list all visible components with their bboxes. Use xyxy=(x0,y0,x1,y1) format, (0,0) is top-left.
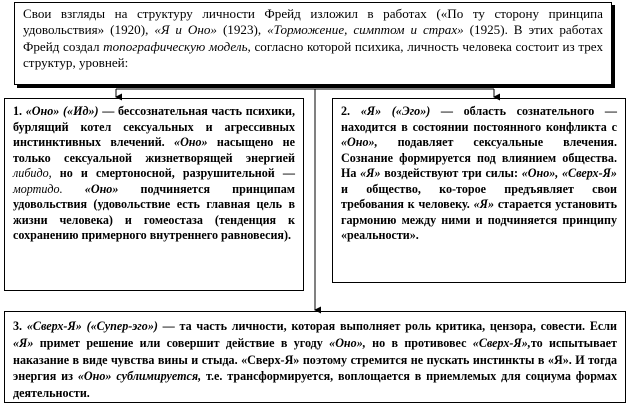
sublimation-term: сублимируется, xyxy=(116,369,202,384)
id-text xyxy=(13,104,295,244)
id-term: «Оно» xyxy=(77,369,112,384)
ego-box xyxy=(332,98,626,283)
id-box xyxy=(4,98,304,291)
ego-latin-term: («Эго») xyxy=(391,104,431,118)
ego-text-part: и общество, ко-торое предъявляет свои требования к человеку. xyxy=(341,181,617,211)
libido-term: либидо, xyxy=(13,166,52,180)
id-superego-terms: «Оно», «Сверх-Я» xyxy=(521,166,617,180)
superego-text-part: — та часть личности, которая выполняет роль критика, цензора, совести. Если xyxy=(157,319,618,333)
id-text-part: — бессознательная часть психики, бурлящий котел сексуальных и агрессивных инстинктивных влечений. xyxy=(13,104,295,149)
ego-number: 2. xyxy=(341,104,361,118)
id-latin-term: («Ид») xyxy=(63,104,99,118)
ego-text-part: воздействуют три силы: xyxy=(380,166,522,180)
ego-text-part: подавляет сексуальные влечения. Сознание формируется под влиянием общества. На xyxy=(341,135,617,180)
work-title-inhibition: «Торможение, симптом и страх» xyxy=(267,22,464,38)
work-title-ego-and-id: «Я и Оно» xyxy=(154,22,217,38)
ego-text-part: старается установить гармонию между ними и подчиняется принципу «реальности». xyxy=(341,197,617,242)
ego-term: «Я» xyxy=(473,197,494,211)
topographic-model-term: топографическую модель, xyxy=(103,38,251,54)
ego-term: «Я» xyxy=(13,335,34,350)
intro-text-part: (1923), xyxy=(216,22,268,38)
ego-text-part: — область сознательного — находится в состоянии постоянного конфликта с xyxy=(341,104,618,134)
id-term: «Оно» xyxy=(25,104,60,118)
id-term: «Оно», xyxy=(341,135,378,149)
id-text-part: но и смертоносной, разрушительной — xyxy=(51,166,295,180)
intro-box xyxy=(14,2,612,85)
superego-text-part: но в противовес xyxy=(365,335,473,350)
superego-number: 3. xyxy=(13,319,27,333)
mortido-term: мортидо. xyxy=(13,181,63,196)
superego-text-part: примет решение или совершит действие в угоду xyxy=(33,335,330,350)
spacer xyxy=(381,104,392,118)
ego-term: «Я» xyxy=(360,104,382,118)
superego-box xyxy=(4,311,626,403)
intro-text-part: согласно которой психика, личность человека состоит из трех структур, уровней: xyxy=(23,38,603,71)
superego-term: «Сверх-Я», xyxy=(472,335,531,350)
ego-text xyxy=(341,104,617,244)
superego-text xyxy=(13,318,617,402)
id-term: «Оно», xyxy=(329,335,366,350)
intro-text xyxy=(23,6,603,72)
id-text-part: насыщено не только сексуальной жизнетворящей энергией xyxy=(13,135,295,165)
ego-term: «Я» xyxy=(360,166,381,180)
id-term: «Оно» xyxy=(84,181,119,196)
id-text-part: подчиняется принципам удовольствия (удовольствие есть главная цель в жизни человека) и гомеостаза (тенденция к сохранению примерного внутреннего равновесия). xyxy=(13,181,295,242)
intro-text-part: Свои взгляды на структуру личности Фрейд изложил в работах («По ту сторону принципа удовольствия» (1920), xyxy=(23,6,603,38)
id-term: «Оно» xyxy=(174,135,208,149)
spacer xyxy=(63,182,85,196)
superego-text-part: т.е. трансформируется, воплощается в приемлемых для социума формах деятельности. xyxy=(13,369,617,401)
superego-term: «Сверх-Я» xyxy=(26,319,82,333)
superego-text-part: то испытывает наказание в виде чувства вины и стыда. «Сверх-Я» поэтому стремится не пускать инстинкты в «Я». И тогда энергия из xyxy=(13,335,617,384)
superego-latin-term: («Супер-эго») xyxy=(86,319,158,333)
id-number: 1. xyxy=(13,104,26,118)
intro-text-part: (1925). В этих работах Фрейд создал xyxy=(23,22,603,54)
